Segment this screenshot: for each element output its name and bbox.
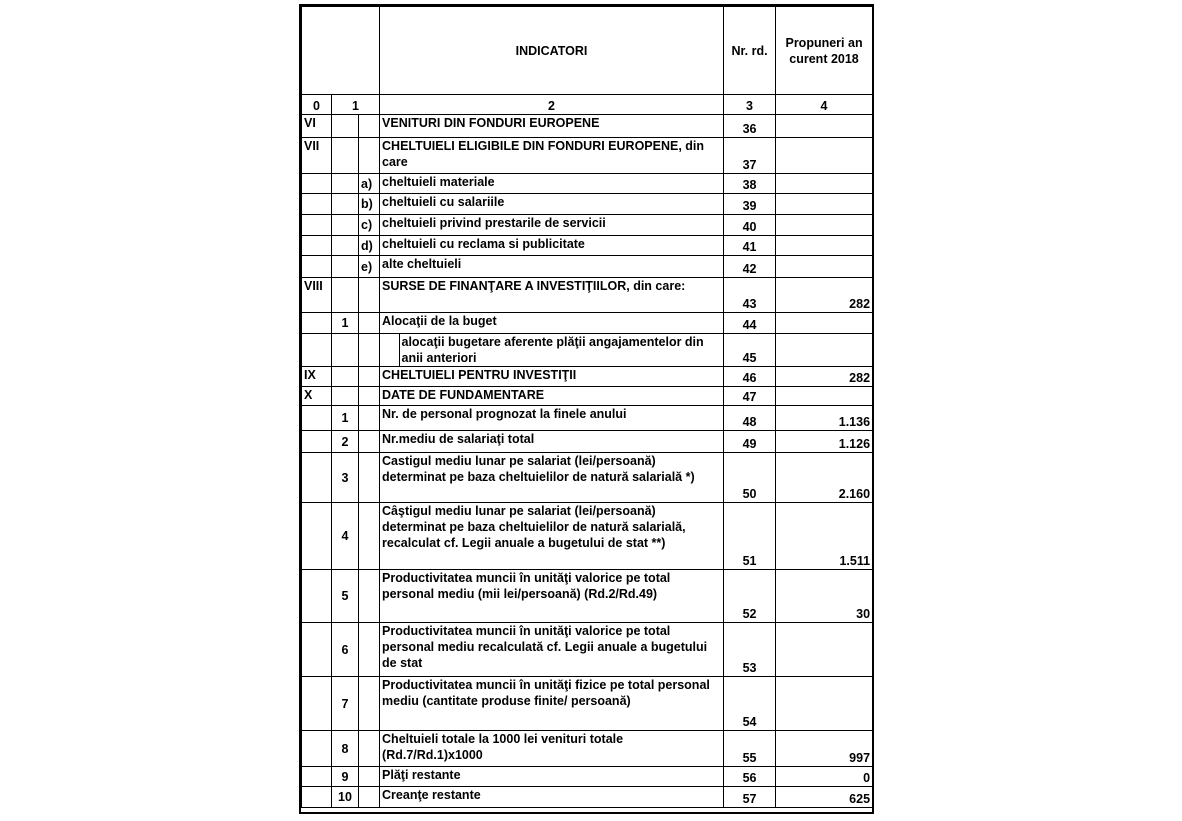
table-row: [302, 334, 873, 367]
col-number-1: 1: [332, 95, 380, 115]
row-nr-rd-cell: 52: [724, 570, 776, 623]
row-value-cell: [776, 387, 873, 406]
row-number-cell: [332, 367, 359, 387]
row-number-cell: 9: [332, 767, 359, 787]
table-row: [302, 677, 873, 731]
row-nr-rd-cell: 57: [724, 787, 776, 808]
row-number-cell: [332, 194, 359, 215]
row-value-cell: [776, 174, 873, 194]
row-description-cell: CHELTUIELI PENTRU INVESTIŢII: [380, 367, 724, 387]
row-section-cell: VIII: [302, 278, 332, 313]
row-description-cell: [380, 334, 724, 367]
row-description: alocaţii bugetare aferente plăţii angajamentelor din anii anteriori: [401, 335, 704, 365]
row-number-cell: 10: [332, 787, 359, 808]
row-value-cell: [776, 236, 873, 256]
row-section-cell: [302, 623, 332, 677]
row-nr-rd-cell: 50: [724, 453, 776, 503]
row-section-cell: [302, 334, 332, 367]
row-nr-rd-cell: 51: [724, 503, 776, 570]
row-nr-rd-cell: 40: [724, 215, 776, 236]
row-value-cell: [776, 623, 873, 677]
row-section-cell: [302, 767, 332, 787]
row-section-cell: IX: [302, 367, 332, 387]
row-value-cell: [776, 256, 873, 278]
row-section-cell: VI: [302, 115, 332, 138]
row-description-cell: alte cheltuieli: [380, 256, 724, 278]
row-nr-rd-cell: 53: [724, 623, 776, 677]
row-letter-cell: [359, 731, 380, 767]
row-number-cell: 1: [332, 406, 359, 431]
row-section-cell: [302, 215, 332, 236]
row-nr-rd-cell: 55: [724, 731, 776, 767]
indicators-sheet: [299, 4, 874, 814]
row-nr-rd-cell: 47: [724, 387, 776, 406]
row-nr-rd-cell: 44: [724, 313, 776, 334]
col-number-2: 2: [380, 95, 724, 115]
header-blank-cell: [302, 7, 380, 95]
row-description-cell: Plăţi restante: [380, 767, 724, 787]
row-letter-cell: [359, 787, 380, 808]
row-number-cell: [332, 215, 359, 236]
indent-box: [380, 334, 399, 366]
table-row: [302, 138, 873, 174]
row-nr-rd-cell: 42: [724, 256, 776, 278]
row-section-cell: X: [302, 387, 332, 406]
row-section-cell: [302, 174, 332, 194]
row-number-cell: 3: [332, 453, 359, 503]
row-section-cell: [302, 731, 332, 767]
table-row: [302, 431, 873, 453]
row-description-cell: Productivitatea muncii în unităţi valorice pe total personal mediu recalculată cf. Legii anuale a bugetului de stat: [380, 623, 724, 677]
table-row: [302, 503, 873, 570]
row-number-cell: 1: [332, 313, 359, 334]
row-letter-cell: [359, 406, 380, 431]
row-number-cell: [332, 256, 359, 278]
row-value-cell: [776, 677, 873, 731]
row-nr-rd-cell: 37: [724, 138, 776, 174]
header-propuneri: Propuneri an curent 2018: [776, 7, 873, 95]
table-row: [302, 623, 873, 677]
col-number-3: 3: [724, 95, 776, 115]
row-nr-rd-cell: 45: [724, 334, 776, 367]
row-letter-cell: e): [359, 256, 380, 278]
row-number-cell: [332, 278, 359, 313]
table-row: [302, 453, 873, 503]
row-number-cell: 7: [332, 677, 359, 731]
table-row: [302, 278, 873, 313]
table-row: [302, 313, 873, 334]
row-nr-rd-cell: 48: [724, 406, 776, 431]
col-number-0: 0: [302, 95, 332, 115]
row-description-cell: Nr.mediu de salariaţi total: [380, 431, 724, 453]
col-number-4: 4: [776, 95, 873, 115]
row-letter-cell: [359, 334, 380, 367]
row-nr-rd-cell: 38: [724, 174, 776, 194]
row-description-cell: SURSE DE FINANŢARE A INVESTIŢIILOR, din care:: [380, 278, 724, 313]
row-value-cell: 1.511: [776, 503, 873, 570]
column-number-row: [302, 95, 873, 115]
table-row: [302, 767, 873, 787]
row-letter-cell: c): [359, 215, 380, 236]
row-letter-cell: [359, 677, 380, 731]
row-section-cell: [302, 787, 332, 808]
row-letter-cell: [359, 387, 380, 406]
header-nr-rd: Nr. rd.: [724, 7, 776, 95]
row-section-cell: [302, 677, 332, 731]
row-number-cell: 6: [332, 623, 359, 677]
row-section-cell: [302, 406, 332, 431]
row-section-cell: [302, 431, 332, 453]
row-nr-rd-cell: 39: [724, 194, 776, 215]
row-nr-rd-cell: 43: [724, 278, 776, 313]
row-value-cell: 997: [776, 731, 873, 767]
row-section-cell: [302, 256, 332, 278]
row-description-cell: CHELTUIELI ELIGIBILE DIN FONDURI EUROPENE, din care: [380, 138, 724, 174]
row-section-cell: [302, 503, 332, 570]
row-description-cell: Nr. de personal prognozat la finele anului: [380, 406, 724, 431]
row-number-cell: 5: [332, 570, 359, 623]
row-description-cell: Productivitatea muncii în unităţi valorice pe total personal mediu (mii lei/persoană) (Rd.2/Rd.49): [380, 570, 724, 623]
row-description-cell: cheltuieli cu reclama si publicitate: [380, 236, 724, 256]
row-value-cell: [776, 115, 873, 138]
row-letter-cell: [359, 278, 380, 313]
row-letter-cell: b): [359, 194, 380, 215]
row-nr-rd-cell: 41: [724, 236, 776, 256]
table-row: [302, 570, 873, 623]
row-section-cell: [302, 453, 332, 503]
row-description-cell: cheltuieli cu salariile: [380, 194, 724, 215]
row-nr-rd-cell: 49: [724, 431, 776, 453]
row-value-cell: 30: [776, 570, 873, 623]
row-number-cell: [332, 236, 359, 256]
row-letter-cell: [359, 313, 380, 334]
row-number-cell: 2: [332, 431, 359, 453]
table-row: [302, 215, 873, 236]
row-description-cell: Creanţe restante: [380, 787, 724, 808]
row-description-cell: Castigul mediu lunar pe salariat (lei/persoană) determinat pe baza cheltuielilor de natură salarială *): [380, 453, 724, 503]
row-value-cell: 2.160: [776, 453, 873, 503]
row-letter-cell: [359, 115, 380, 138]
table-row: [302, 787, 873, 808]
row-number-cell: [332, 138, 359, 174]
row-value-cell: 282: [776, 367, 873, 387]
row-nr-rd-cell: 56: [724, 767, 776, 787]
row-letter-cell: [359, 623, 380, 677]
row-letter-cell: [359, 431, 380, 453]
row-number-cell: [332, 115, 359, 138]
row-letter-cell: [359, 767, 380, 787]
row-description-cell: Cheltuieli totale la 1000 lei venituri totale (Rd.7/Rd.1)x1000: [380, 731, 724, 767]
row-value-cell: [776, 334, 873, 367]
row-number-cell: 4: [332, 503, 359, 570]
row-nr-rd-cell: 46: [724, 367, 776, 387]
row-value-cell: 1.126: [776, 431, 873, 453]
table-row: [302, 406, 873, 431]
row-value-cell: 282: [776, 278, 873, 313]
row-number-cell: [332, 174, 359, 194]
row-value-cell: [776, 194, 873, 215]
row-description-cell: cheltuieli privind prestarile de servicii: [380, 215, 724, 236]
row-value-cell: 625: [776, 787, 873, 808]
row-section-cell: [302, 570, 332, 623]
row-section-cell: [302, 313, 332, 334]
row-letter-cell: [359, 367, 380, 387]
table-row: [302, 256, 873, 278]
row-description-cell: cheltuieli materiale: [380, 174, 724, 194]
row-section-cell: [302, 194, 332, 215]
row-letter-cell: [359, 453, 380, 503]
header-row: [302, 7, 873, 95]
row-value-cell: [776, 138, 873, 174]
row-nr-rd-cell: 36: [724, 115, 776, 138]
row-section-cell: [302, 236, 332, 256]
row-description-cell: DATE DE FUNDAMENTARE: [380, 387, 724, 406]
row-value-cell: 0: [776, 767, 873, 787]
indicators-table: [301, 6, 873, 808]
row-letter-cell: a): [359, 174, 380, 194]
row-description-cell: Alocaţii de la buget: [380, 313, 724, 334]
row-description-cell: Câştigul mediu lunar pe salariat (lei/persoană) determinat pe baza cheltuielilor de natură salarială, recalculat cf. Legii anuale a bugetului de stat **): [380, 503, 724, 570]
row-letter-cell: d): [359, 236, 380, 256]
row-number-cell: 8: [332, 731, 359, 767]
row-value-cell: 1.136: [776, 406, 873, 431]
table-row: [302, 387, 873, 406]
row-section-cell: VII: [302, 138, 332, 174]
table-row: [302, 194, 873, 215]
header-indicatori: INDICATORI: [380, 7, 724, 95]
row-description-cell: VENITURI DIN FONDURI EUROPENE: [380, 115, 724, 138]
table-row: [302, 731, 873, 767]
row-value-cell: [776, 313, 873, 334]
table-row: [302, 236, 873, 256]
row-letter-cell: [359, 570, 380, 623]
row-number-cell: [332, 334, 359, 367]
row-number-cell: [332, 387, 359, 406]
table-row: [302, 115, 873, 138]
table-row: [302, 367, 873, 387]
row-letter-cell: [359, 503, 380, 570]
row-letter-cell: [359, 138, 380, 174]
row-description-cell: Productivitatea muncii în unităţi fizice pe total personal mediu (cantitate produse finite/ persoană): [380, 677, 724, 731]
table-row: [302, 174, 873, 194]
row-nr-rd-cell: 54: [724, 677, 776, 731]
row-value-cell: [776, 215, 873, 236]
